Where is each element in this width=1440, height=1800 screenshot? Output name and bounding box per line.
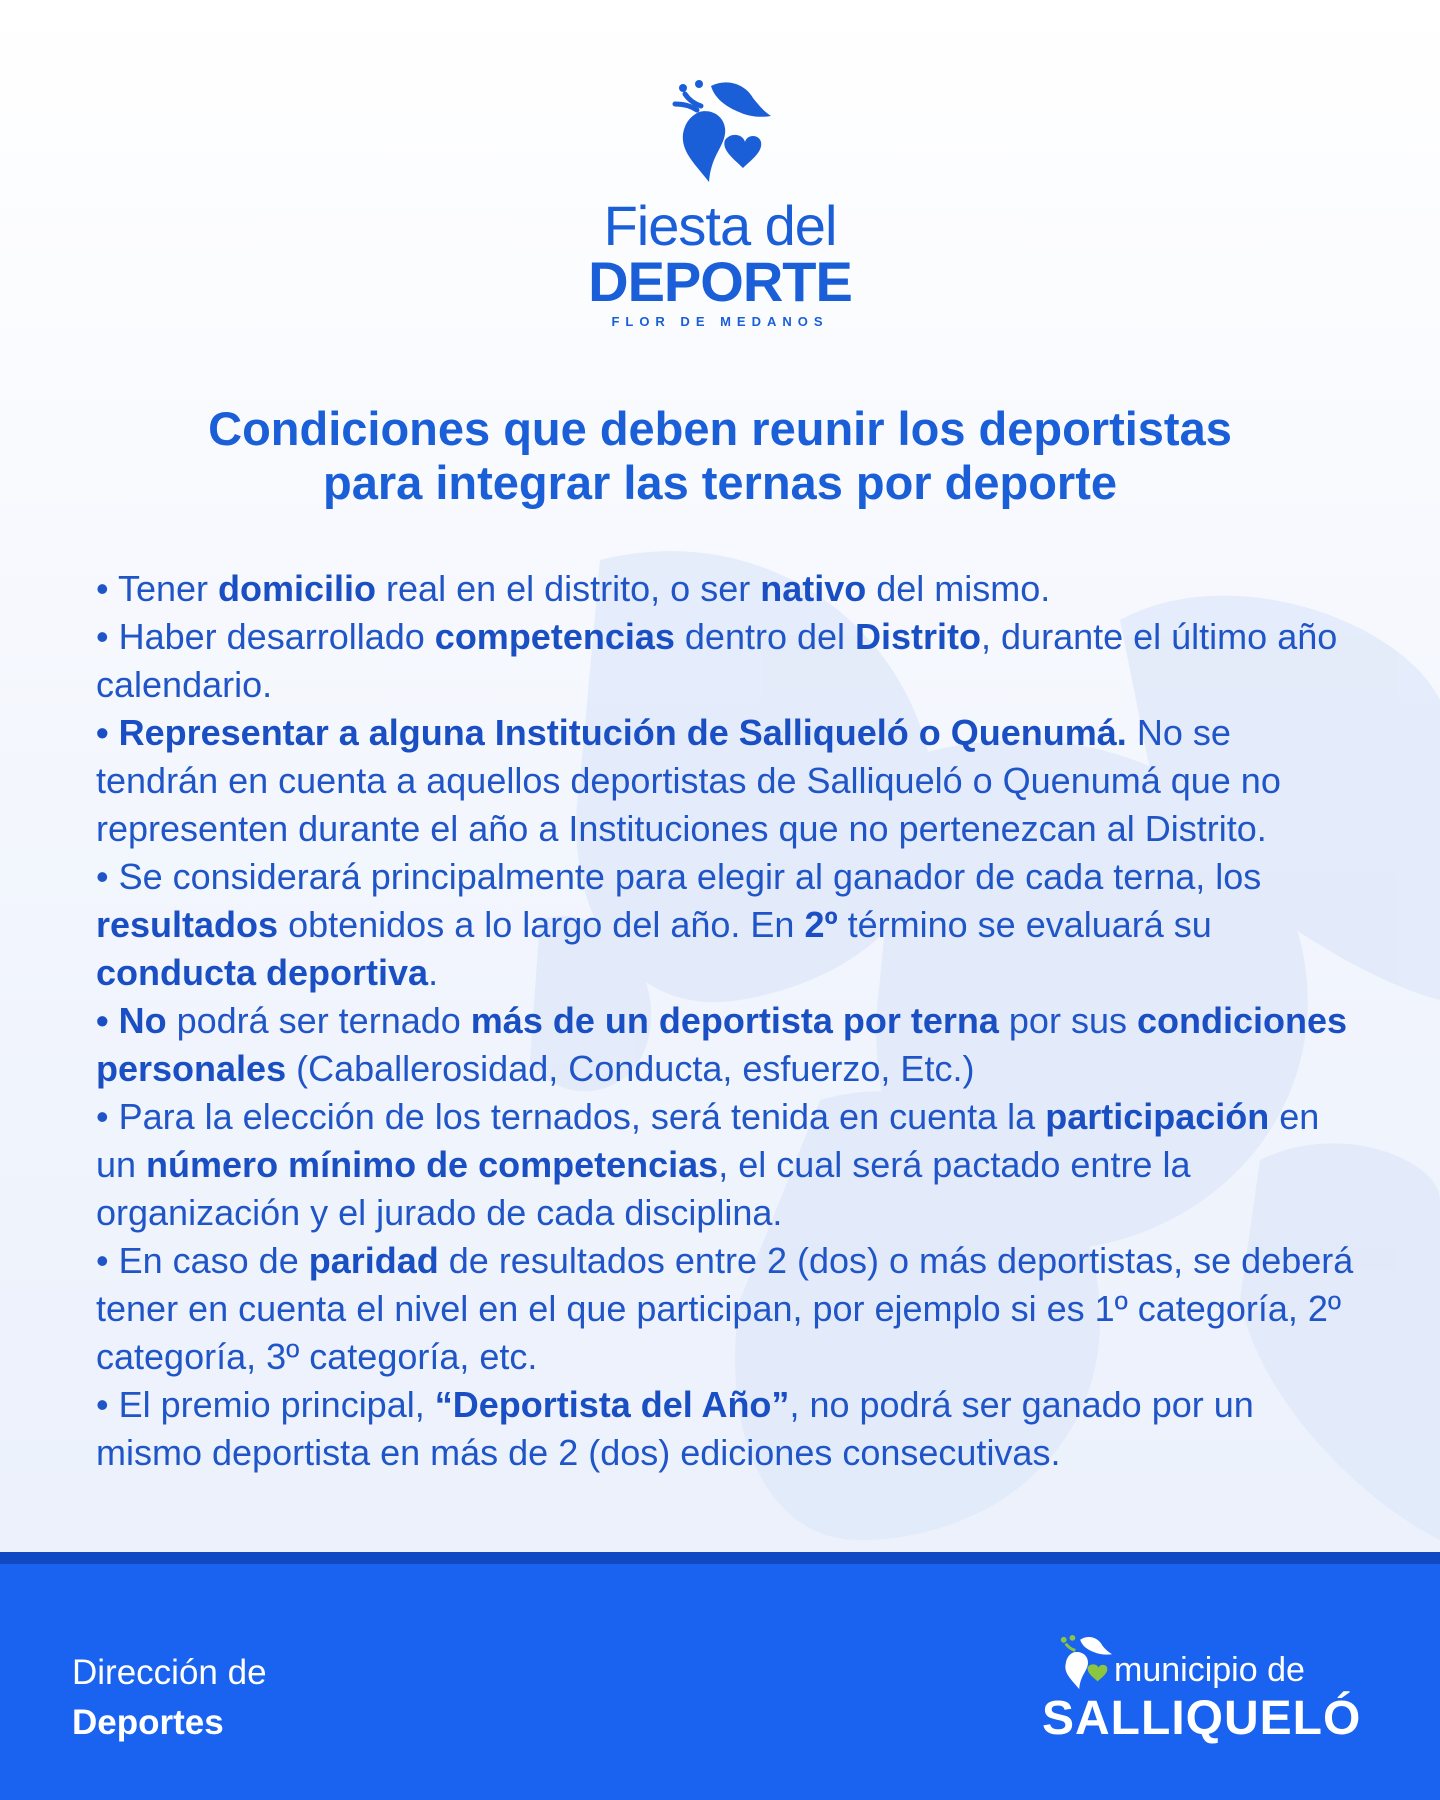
condition-text: (Caballerosidad, Conducta, esfuerzo, Etc.): [286, 1048, 975, 1089]
condition-item: [96, 1381, 1356, 1477]
condition-bold-text: más de un deportista por terna: [470, 1000, 999, 1041]
condition-item: [96, 565, 1356, 613]
condition-text: dentro del: [674, 616, 856, 657]
page-title-line1: Condiciones que deben reunir los deportistas: [208, 402, 1232, 455]
conditions-list: [96, 565, 1356, 1477]
condition-text: del mismo.: [866, 568, 1051, 609]
condition-bold-text: nativo: [760, 568, 867, 609]
condition-text: podrá ser ternado: [166, 1000, 471, 1041]
condition-item: [96, 1237, 1356, 1381]
condition-bold-text: participación: [1045, 1096, 1270, 1137]
condition-bold-text: resultados: [96, 904, 279, 945]
condition-text: • Tener: [96, 568, 219, 609]
department-line2: Deportes: [72, 1703, 224, 1742]
condition-text: , el cual será pactado entre la organización y el jurado de cada disciplina.: [96, 1144, 1191, 1233]
logo-title-line1: Fiesta del: [603, 194, 837, 257]
flower-heart-icon: [665, 78, 775, 188]
logo-title-line2: DEPORTE: [588, 250, 852, 313]
condition-text: término se evaluará su: [837, 904, 1212, 945]
department-line1: Dirección de: [72, 1653, 267, 1692]
condition-item: [96, 613, 1356, 709]
condition-bold-text: 2º: [804, 904, 838, 945]
condition-text: • Haber desarrollado: [96, 616, 435, 657]
fiesta-logo: [0, 78, 1440, 329]
condition-bold-text: Distrito: [855, 616, 982, 657]
page-title: [0, 402, 1440, 510]
condition-text: obtenidos a lo largo del año. En: [278, 904, 805, 945]
condition-item: [96, 853, 1356, 997]
condition-text: de resultados entre 2 (dos) o más deportistas, se deberá tener en cuenta el nivel en el que participan, por ejemplo si es 1º categoría, 2º categoría, 3º categoría, etc.: [96, 1240, 1354, 1377]
page-title-line2: para integrar las ternas por deporte: [322, 456, 1118, 509]
municipality-logo: [1040, 1628, 1380, 1748]
condition-bold-text: • Representar a alguna Institución de Salliqueló o Quenumá.: [96, 712, 1127, 753]
condition-text: • El premio principal,: [96, 1384, 435, 1425]
condition-text: .: [428, 952, 439, 993]
condition-text: en un: [96, 1096, 1320, 1185]
condition-text: • En caso de: [96, 1240, 309, 1281]
municipality-line2: SALLIQUELÓ: [1042, 1692, 1362, 1745]
condition-text: real en el distrito, o ser: [376, 568, 761, 609]
condition-item: [96, 997, 1356, 1093]
condition-text: por sus: [998, 1000, 1137, 1041]
condition-item: [96, 1093, 1356, 1237]
flower-heart-icon: [1056, 1634, 1114, 1692]
condition-bold-text: paridad: [308, 1240, 439, 1281]
municipality-line1: municipio de: [1114, 1651, 1305, 1689]
footer-bar: [0, 1552, 1440, 1800]
condition-text: No se tendrán en cuenta a aquellos deportistas de Salliqueló o Quenumá que no representen durante el año a Instituciones que no pertenezcan al Distrito.: [96, 712, 1281, 849]
condition-bold-text: condiciones personales: [96, 1000, 1348, 1089]
condition-text: • Se considerará principalmente para elegir al ganador de cada terna, los: [96, 856, 1262, 897]
condition-text: , durante el último año calendario.: [96, 616, 1338, 705]
condition-bold-text: “Deportista del Año”: [434, 1384, 790, 1425]
logo-subtitle: FLOR DE MEDANOS: [611, 314, 829, 329]
condition-bold-text: • No: [96, 1000, 167, 1041]
condition-bold-text: competencias: [434, 616, 675, 657]
condition-text: • Para la elección de los ternados, será tenida en cuenta la: [96, 1096, 1046, 1137]
condition-bold-text: número mínimo de competencias: [146, 1144, 719, 1185]
condition-item: [96, 709, 1356, 853]
condition-text: , no podrá ser ganado por un mismo deportista en más de 2 (dos) ediciones consecutivas.: [96, 1384, 1254, 1473]
condition-bold-text: conducta deportiva: [96, 952, 429, 993]
department-label: [72, 1648, 267, 1748]
condition-bold-text: domicilio: [218, 568, 377, 609]
